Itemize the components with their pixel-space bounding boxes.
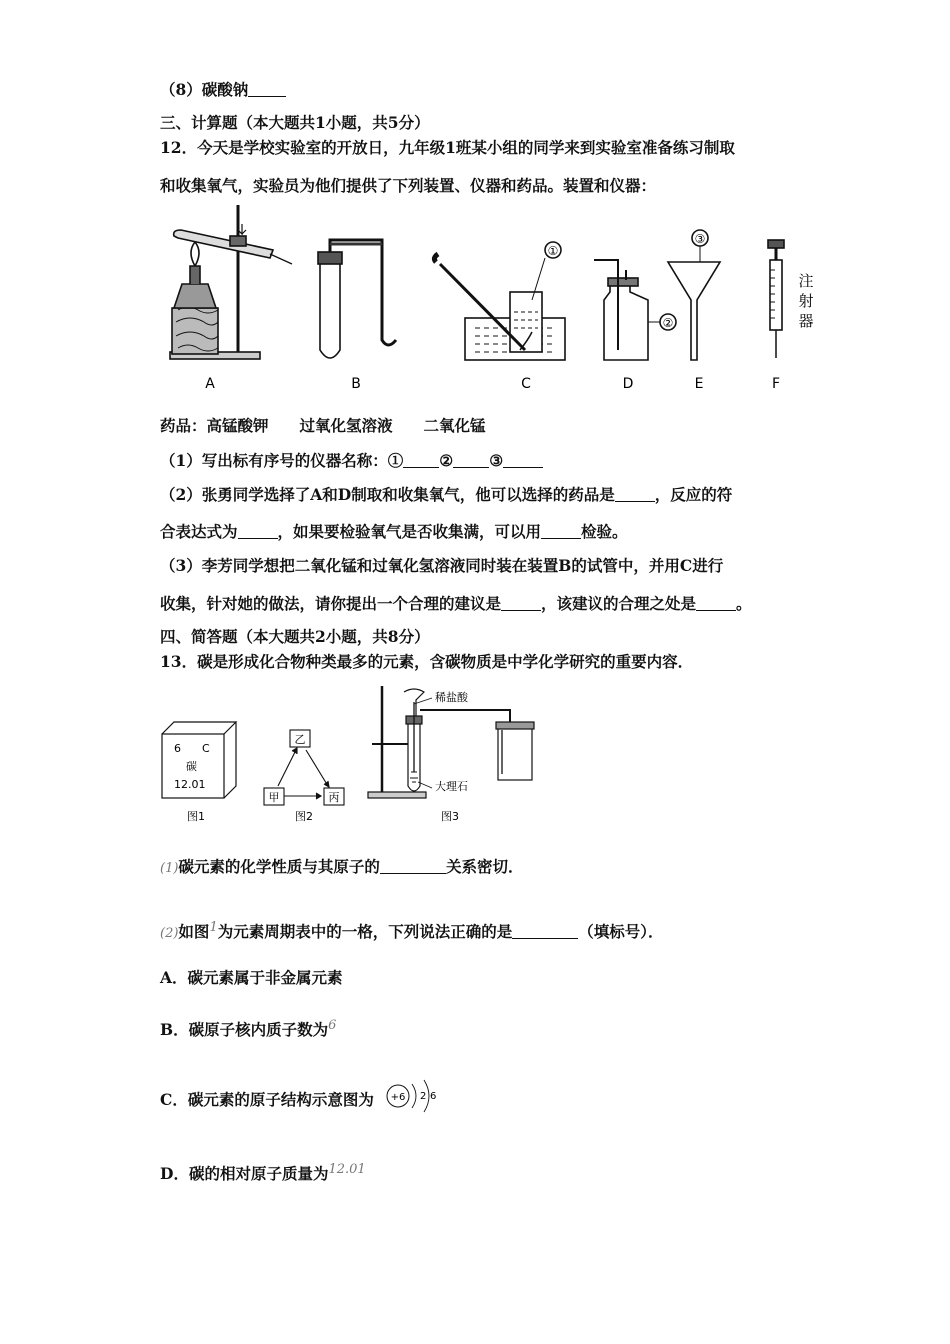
apparatus-f xyxy=(768,240,784,358)
cell-name: 碳 xyxy=(186,760,197,773)
atom-nucleus: +6 xyxy=(390,1092,406,1103)
label-b: B xyxy=(351,376,361,392)
label-marble: 大理石 xyxy=(435,780,468,793)
blank-equation[interactable] xyxy=(238,523,278,539)
section-3-heading: 三、计算题（本大题共1小题，共5分） xyxy=(160,113,430,132)
apparatus-c xyxy=(434,242,565,360)
box-yi: 乙 xyxy=(294,733,306,746)
cell-symbol: C xyxy=(202,742,210,755)
option-c: C．碳元素的原子结构示意图为 xyxy=(160,1090,374,1109)
blank-suggestion[interactable] xyxy=(501,595,541,611)
label-c: C xyxy=(521,376,531,392)
q12-part3-line2: 收集，针对她的做法，请你提出一个合理的建议是 ，该建议的合理之处是 。 xyxy=(160,594,752,613)
option-a: A．碳元素属于非金属元素 xyxy=(160,968,343,987)
label-f: F xyxy=(771,376,781,392)
syringe-char-1: 注 xyxy=(798,272,814,290)
apparatus-figure xyxy=(160,200,840,400)
caption-fig3: 图3 xyxy=(441,810,459,823)
blank-test[interactable] xyxy=(541,523,581,539)
blank-2[interactable] xyxy=(453,452,489,468)
blank-reason[interactable] xyxy=(696,595,736,611)
option-b: B．碳原子核内质子数为$^6$ xyxy=(160,1018,337,1040)
answer-blank[interactable] xyxy=(248,81,286,97)
blank-choice[interactable] xyxy=(512,923,578,939)
q13-stem: 13．碳是形成化合物种类最多的元素，含碳物质是中学化学研究的重要内容． xyxy=(160,652,694,671)
atom-structure-diagram xyxy=(384,1076,444,1116)
syringe-char-3: 器 xyxy=(798,312,814,330)
label-d: D xyxy=(622,376,634,392)
cell-mass: 12.01 xyxy=(174,778,206,791)
blank-drug[interactable] xyxy=(615,486,655,502)
q12-part2-line2: 合表达式为 ，如果要检验氧气是否收集满，可以用 检验。 xyxy=(160,522,628,541)
box-bing: 丙 xyxy=(328,791,340,804)
q12-line1: 12．今天是学校实验室的开放日，九年级1班某小组的同学来到实验室准备练习制取 xyxy=(160,138,735,157)
q13-figures xyxy=(160,682,560,827)
section-4-heading: 四、简答题（本大题共2小题，共8分） xyxy=(160,627,430,646)
apparatus-a xyxy=(170,205,292,359)
q12-part2-line1: （2）张勇同学选择了A和D制取和收集氧气，他可以选择的药品是 ，反应的符 xyxy=(160,485,733,504)
cell-number: 6 xyxy=(174,742,181,755)
syringe-char-2: 射 xyxy=(798,292,814,310)
q12-part3-line1: （3）李芳同学想把二氧化锰和过氧化氢溶液同时装在装置B的试管中，并用C进行 xyxy=(160,556,724,575)
box-jia: 甲 xyxy=(268,791,280,804)
drugs-line: 药品：高锰酸钾 过氧化氢溶液 二氧化锰 xyxy=(160,416,486,435)
mark-1: ① xyxy=(547,244,559,258)
blank-1[interactable] xyxy=(403,452,439,468)
atom-shell-1: 2 xyxy=(420,1091,427,1102)
q12-part1: （1）写出标有序号的仪器名称：① ② ③ xyxy=(160,451,543,471)
label-a: A xyxy=(205,376,215,392)
caption-fig2: 图2 xyxy=(295,810,313,823)
label-e: E xyxy=(694,376,704,392)
apparatus-e xyxy=(668,230,720,360)
mark-3: ③ xyxy=(694,232,706,246)
caption-fig1: 图1 xyxy=(187,810,205,823)
q13-sub2: (2)如图$^1$为元素周期表中的一格，下列说法正确的是 （填标号）． xyxy=(160,920,664,942)
q12-line2: 和收集氧气，实验员为他们提供了下列装置、仪器和药品。装置和仪器： xyxy=(160,176,657,195)
item-8: （8）碳酸钠 xyxy=(160,80,286,100)
blank-3[interactable] xyxy=(503,452,543,468)
q13-sub1: (1)碳元素的化学性质与其原子的 关系密切． xyxy=(160,857,524,876)
mark-2: ② xyxy=(662,316,674,330)
apparatus-b xyxy=(318,240,396,358)
apparatus-d xyxy=(594,260,676,360)
label-acid: 稀盐酸 xyxy=(435,691,468,704)
blank-electrons[interactable] xyxy=(380,858,446,874)
option-d: D．碳的相对原子质量为$^{12.01}$ xyxy=(160,1162,366,1184)
atom-shell-2: 6 xyxy=(430,1091,437,1102)
